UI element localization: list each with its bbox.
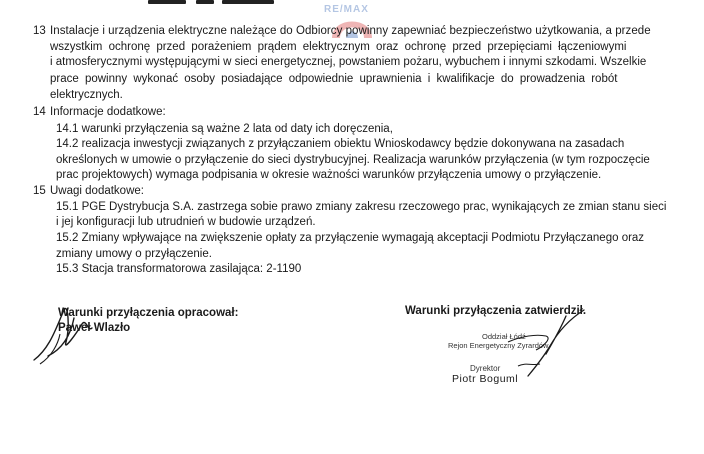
item-15-2-line-1: 15.2 Zmiany wpływające na zwiększenie opłaty za przyłączenie wymagają akceptacji Podmiotu Przyłączanego oraz [56,232,645,244]
signature-left-scribble-icon [30,298,150,368]
signature-left-label: Warunki przyłączenia opracował: [58,307,239,319]
section-13-number: 13 [33,25,46,37]
item-15-1-line-2: i jej konfiguracji lub utrudnień w budowie urządzeń. [56,216,316,228]
section-14-number: 14 [33,106,46,118]
item-15-3: 15.3 Stacja transformatorowa zasilająca: 2-1190 [56,263,302,275]
item-15-1-line-1: 15.1 PGE Dystrybucja S.A. zastrzega sobie prawo zmiany zakresu rzeczowego prac, wynikających ze zmian stanu sieci [56,201,667,213]
section-14-heading: Informacje dodatkowe: [50,106,166,118]
item-14-1: 14.1 warunki przyłączenia są ważne 2 lata od daty ich doręczenia, [56,123,393,135]
section-13-line-4: prace powinny wykonać osoby posiadające odpowiednie uprawnienia i kwalifikacje do prowadzenia robót [50,73,618,85]
stamp-name: Piotr Boguml [452,373,519,385]
section-13-line-3: i atmosferycznymi występującymi w sieci energetycznej, powstaniem pożaru, wybuchem i innymi szkodami. Wszelkie [50,56,647,68]
item-14-2-line-2: określonych w umowie o przyłączenie do sieci dystrybucyjnej. Realizacja warunków przyłączenia (w tym rozpoczęcie [56,154,650,166]
section-13-line-1: Instalacje i urządzenia elektryczne należące do Odbiorcy powinny zapewniać bezpieczeństwo użytkowania, a przede [50,25,651,37]
item-14-2-line-3: prac projektowych) wymaga podpisania w okresie ważności warunków przyłączenia umowy o przyłączenie. [56,169,602,181]
section-13-line-2: wszystkim ochronę przed porażeniem prądem elektrycznym oraz ochronę przed przepięciami łączeniowymi [50,41,627,53]
signature-left-name: Paweł Wlazło [58,322,131,334]
stamp-line-1: Oddział Łódź [482,332,526,341]
signature-right-label: Warunki przyłączenia zatwierdził. [405,305,587,317]
section-13-line-5: elektrycznych. [50,89,123,101]
item-14-2-line-1: 14.2 realizacja inwestycji związanych z przyłączaniem obiektu Wnioskodawcy będzie dokonywana na zasadach [56,138,625,150]
item-15-2-line-2: zmiany umowy o przyłączenie. [56,248,212,260]
section-15-heading: Uwagi dodatkowe: [50,185,144,197]
signature-right-scribble-icon [488,306,588,382]
watermark-text: RE/MAX [324,4,369,15]
stamp-title: Dyrektor [470,364,501,373]
stamp-line-2: Rejon Energetyczny Zyrardów [448,341,549,350]
section-15-number: 15 [33,185,46,197]
